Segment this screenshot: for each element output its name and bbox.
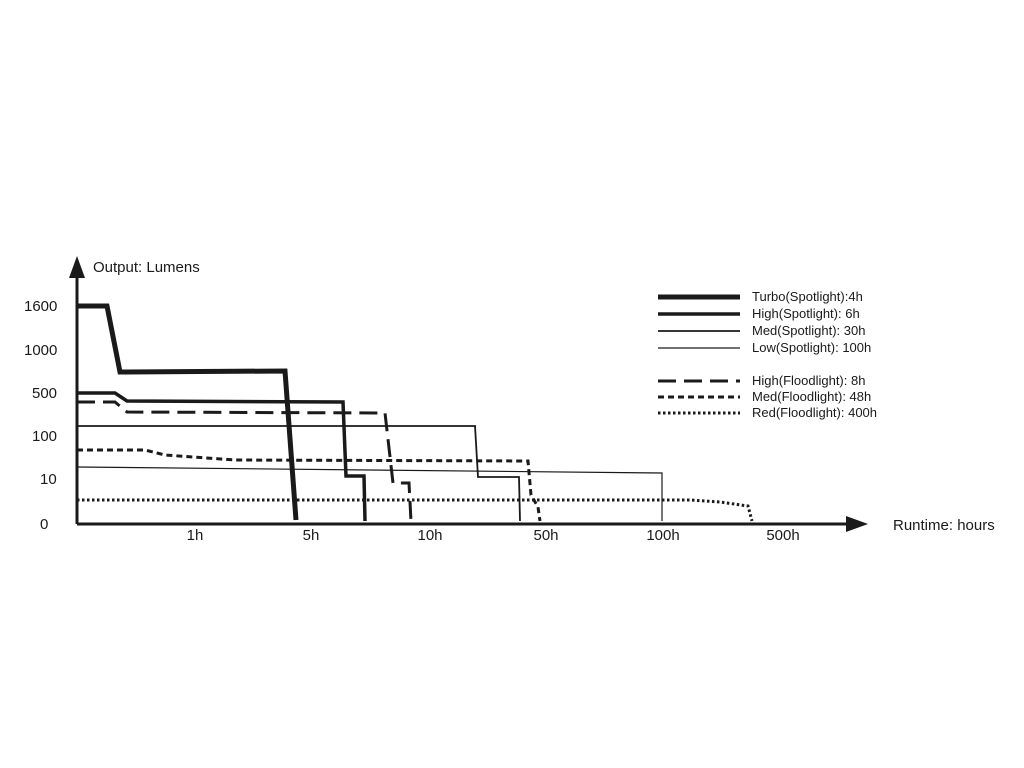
y-tick-labels [24,298,57,533]
legend-label-med-floodlight: Med(Floodlight): 48h [752,389,872,404]
x-tick-label: 1h [186,527,204,544]
x-tick-label: 50h [533,527,559,544]
series-line-low-spotlight [77,467,662,521]
x-tick-labels [187,527,800,544]
x-axis-arrow [846,516,868,532]
x-tick-label: 100h [646,527,680,544]
legend-label-high-spotlight: High(Spotlight): 6h [752,306,860,321]
x-tick-label: 10h [417,527,443,544]
x-axis-title: Runtime: hours [893,517,995,534]
y-tick-label: 0 [40,516,49,533]
y-axis-title: Output: Lumens [93,259,200,276]
series-line-med-spotlight [77,426,520,521]
y-tick-label: 1600 [24,298,58,315]
x-tick-label: 500h [766,527,800,544]
y-tick-label: 1000 [24,342,58,359]
legend-label-high-floodlight: High(Floodlight): 8h [752,373,866,388]
plot-lines [77,306,752,521]
legend-label-med-spotlight: Med(Spotlight): 30h [752,323,866,338]
legend [658,289,877,420]
axes [69,256,868,532]
y-tick-label: 10 [40,471,57,488]
y-tick-label: 100 [32,428,58,445]
y-tick-label: 500 [32,385,58,402]
y-axis-arrow [69,256,85,278]
x-tick-label: 5h [302,527,320,544]
legend-label-turbo-spotlight: Turbo(Spotlight):4h [752,289,863,304]
series-line-med-floodlight [77,450,540,521]
legend-label-low-spotlight: Low(Spotlight): 100h [752,340,872,355]
legend-label-red-floodlight: Red(Floodlight): 400h [752,405,878,420]
series-line-red-floodlight [77,500,752,521]
